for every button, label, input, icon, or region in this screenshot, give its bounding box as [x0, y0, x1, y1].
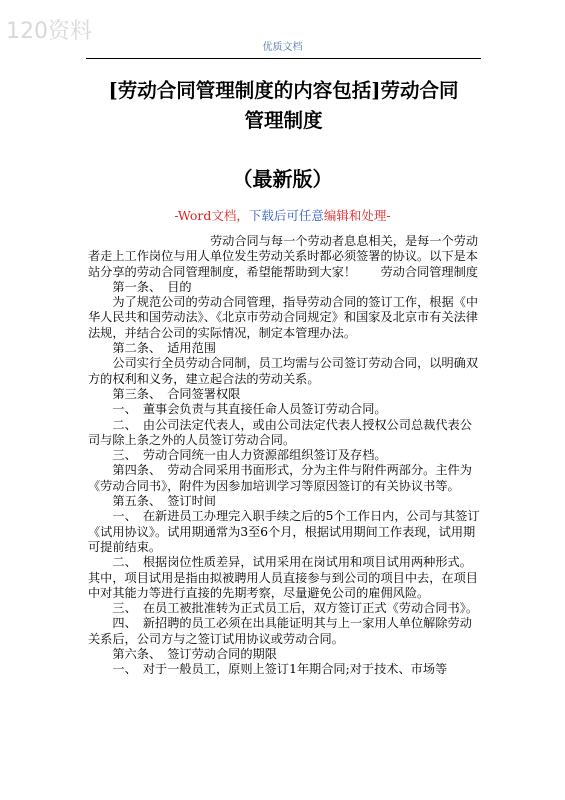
header-rule — [86, 58, 481, 59]
word-note-prefix: -Word文档， — [174, 208, 249, 223]
document-title — [86, 76, 481, 136]
list-item: 三、 在员工被批准转为正式员工后，双方签订正式《劳动合同书》。 — [112, 601, 479, 616]
article-heading: 第三条、 合同签署权限 — [112, 386, 241, 401]
word-note-suffix: 编辑和处理- — [323, 208, 391, 223]
paragraph: 公司实行全员劳动合同制，员工均需与公司签订劳动合同，以明确双方的权利和义务，建立起合法的劳动关系。 — [88, 356, 479, 386]
list-item: 一、 董事会负责与其直接任命人员签订劳动合同。 — [112, 402, 387, 417]
edition-label: （最新版） — [232, 167, 333, 191]
header-label: 优质文档 — [262, 42, 303, 53]
list-item: 一、 对于一般员工，原则上签订1年期合同;对于技术、市场等 — [112, 662, 448, 677]
list-item: 三、 劳动合同统一由人力资源部组织签订及存档。 — [112, 448, 387, 463]
article-heading: 第四条、 劳动合同采用书面形式，分为主件与附件两部分。主件为《劳动合同书》，附件为因参加培训学习等原因签订的有关协议书等。 — [88, 463, 472, 493]
list-item: 四、 新招聘的员工必须在出具能证明其与上一家用人单位解除劳动关系后，公司方与之签订试用协议或劳动合同。 — [88, 616, 472, 646]
article-heading: 第五条、 签订时间 — [112, 494, 216, 509]
article-heading: 第二条、 适用范围 — [112, 341, 216, 356]
article-heading: 第一条、 目的 — [112, 279, 192, 294]
document-body — [88, 234, 481, 678]
list-item: 一、 在新进员工办理完入职手续之后的5个工作日内，公司与其签订《试用协议》。试用期通常为3至6个月，根据试用期间工作表现，试用期可提前结束。 — [88, 509, 480, 554]
paragraph-intro: 劳动合同与每一个劳动者息息相关，是每一个劳动者走上工作岗位与用人单位发生劳动关系时都必须签署的协议。以下是本站分享的劳动合同管理制度，希望能帮助到大家！ 劳动合同管理制度 — [88, 234, 479, 279]
word-note-middle: 下载后可任意 — [248, 208, 324, 223]
title-line-1: [劳动合同管理制度的内容包括]劳动合同 — [108, 79, 459, 102]
article-heading: 第六条、 签订劳动合同的期限 — [112, 647, 277, 662]
list-item: 二、 根据岗位性质差异，试用采用在岗试用和项目试用两种形式。其中，项目试用是指由拟被聘用人员直接参与到公司的项目中去，在项目中对其能力等进行直接的先期考察，尽量避免公司的雇佣风险。 — [88, 555, 478, 600]
paragraph: 为了规范公司的劳动合同管理，指导劳动合同的签订工作，根据《中华人民共和国劳动法》、《北京市劳动合同规定》和国家及北京市有关法律法规，并结合公司的实际情况，制定本管理办法。 — [88, 295, 479, 340]
title-line-2: 管理制度 — [244, 109, 323, 132]
list-item: 二、 由公司法定代表人，或由公司法定代表人授权公司总裁代表公司与除上条之外的人员签订劳动合同。 — [88, 417, 472, 447]
word-note — [0, 206, 565, 224]
watermark: 120资料 — [6, 19, 92, 44]
